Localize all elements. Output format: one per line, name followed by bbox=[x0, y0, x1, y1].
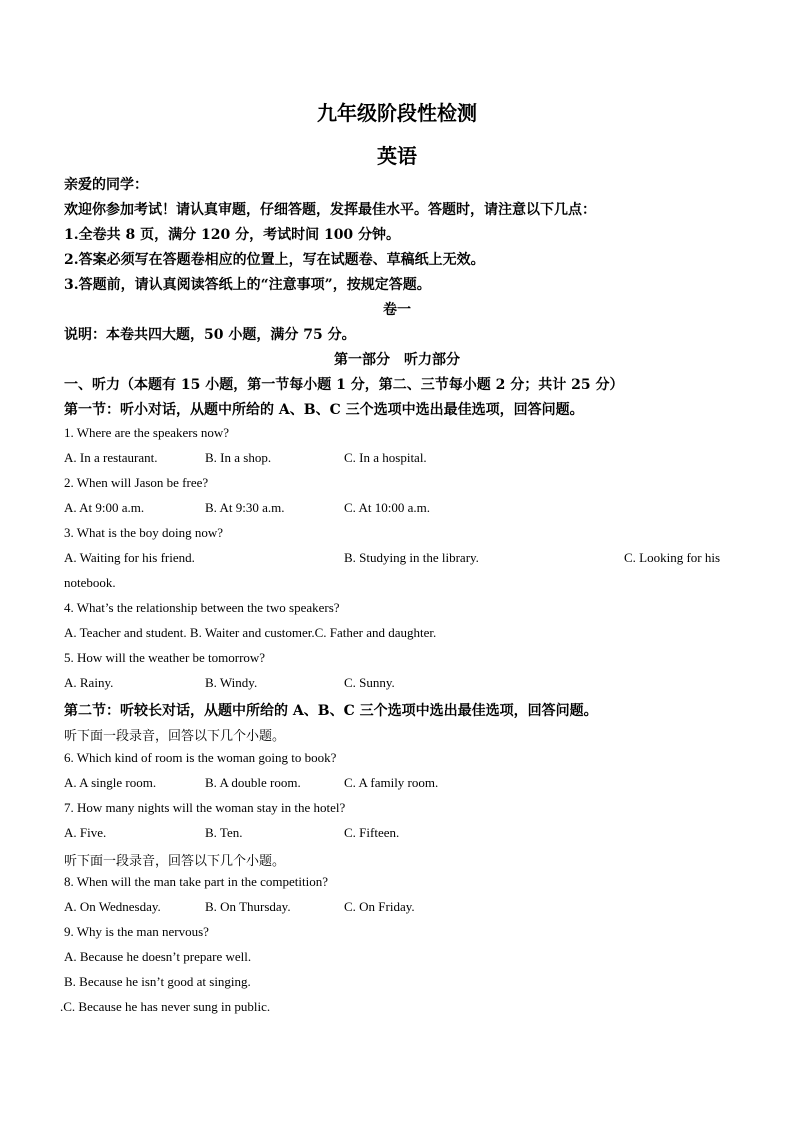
option-7c: C. Fifteen. bbox=[344, 825, 400, 840]
volume-note: 说明：本卷共四大题，50 小题，满分 75 分。 bbox=[64, 327, 356, 343]
option-1a: A. In a restaurant. bbox=[64, 450, 158, 465]
welcome-text: 欢迎你参加考试！请认真审题，仔细答题，发挥最佳水平。答题时，请注意以下几点： bbox=[64, 202, 596, 218]
instruction-item-2: 2.答案必须写在答题卷相应的位置上，写在试题卷、草稿纸上无效。 bbox=[64, 252, 485, 268]
option-5b: B. Windy. bbox=[205, 675, 258, 690]
option-7b: B. Ten. bbox=[205, 825, 243, 840]
option-9a: A. Because he doesn’t prepare well. bbox=[64, 949, 252, 964]
option-9b: B. Because he isn’t good at singing. bbox=[64, 974, 251, 989]
option-3a: A. Waiting for his friend. bbox=[64, 550, 195, 565]
option-3c: C. Looking for his bbox=[624, 550, 721, 565]
question-3: 3. What is the boy doing now? bbox=[64, 525, 223, 540]
question-2: 2. When will Jason be free? bbox=[64, 475, 209, 490]
options-4: A. Teacher and student. B. Waiter and customer.C. Father and daughter. bbox=[64, 625, 437, 640]
question-4: 4. What’s the relationship between the two speakers? bbox=[64, 600, 340, 615]
listen-note-2: 听下面一段录音，回答以下几个小题。 bbox=[64, 854, 286, 869]
question-6: 6. Which kind of room is the woman going to book? bbox=[64, 750, 337, 765]
question-9: 9. Why is the man nervous? bbox=[64, 924, 209, 939]
option-8b: B. On Thursday. bbox=[205, 899, 291, 914]
instruction-item-3: 3.答题前，请认真阅读答纸上的“注意事项”，按规定答题。 bbox=[64, 277, 431, 293]
option-7a: A. Five. bbox=[64, 825, 107, 840]
option-6a: A. A single room. bbox=[64, 775, 157, 790]
option-6b: B. A double room. bbox=[205, 775, 301, 790]
option-5c: C. Sunny. bbox=[344, 675, 395, 690]
option-8a: A. On Wednesday. bbox=[64, 899, 161, 914]
option-2b: B. At 9:30 a.m. bbox=[205, 500, 285, 515]
question-7: 7. How many nights will the woman stay in the hotel? bbox=[64, 800, 346, 815]
instruction-item-1: 1.全卷共 8 页，满分 120 分，考试时间 100 分钟。 bbox=[64, 227, 401, 243]
volume-label: 卷一 bbox=[383, 302, 411, 318]
option-3c-continued: notebook. bbox=[64, 575, 116, 590]
option-3b: B. Studying in the library. bbox=[344, 550, 479, 565]
question-5: 5. How will the weather be tomorrow? bbox=[64, 650, 266, 665]
question-8: 8. When will the man take part in the competition? bbox=[64, 874, 329, 889]
option-8c: C. On Friday. bbox=[344, 899, 415, 914]
option-6c: C. A family room. bbox=[344, 775, 439, 790]
option-2a: A. At 9:00 a.m. bbox=[64, 500, 145, 515]
option-2c: C. At 10:00 a.m. bbox=[344, 500, 430, 515]
part-title: 第一部分 听力部分 bbox=[334, 352, 460, 368]
exam-subject: 英语 bbox=[377, 144, 417, 168]
option-5a: A. Rainy. bbox=[64, 675, 114, 690]
option-1c: C. In a hospital. bbox=[344, 450, 427, 465]
option-1b: B. In a shop. bbox=[205, 450, 272, 465]
option-9c: .C. Because he has never sung in public. bbox=[60, 999, 271, 1014]
section-heading: 一、听力（本题有 15 小题，第一节每小题 1 分，第二、三节每小题 2 分；共计 25 分） bbox=[64, 377, 624, 393]
exam-title: 九年级阶段性检测 bbox=[317, 101, 477, 125]
subsection-2-heading: 第二节：听较长对话，从题中所给的 A、B、C 三个选项中选出最佳选项，回答问题。 bbox=[64, 703, 598, 719]
question-1: 1. Where are the speakers now? bbox=[64, 425, 230, 440]
listen-note-1: 听下面一段录音，回答以下几个小题。 bbox=[64, 729, 286, 744]
greeting: 亲爱的同学： bbox=[64, 177, 148, 193]
subsection-1-heading: 第一节：听小对话，从题中所给的 A、B、C 三个选项中选出最佳选项，回答问题。 bbox=[64, 402, 584, 418]
